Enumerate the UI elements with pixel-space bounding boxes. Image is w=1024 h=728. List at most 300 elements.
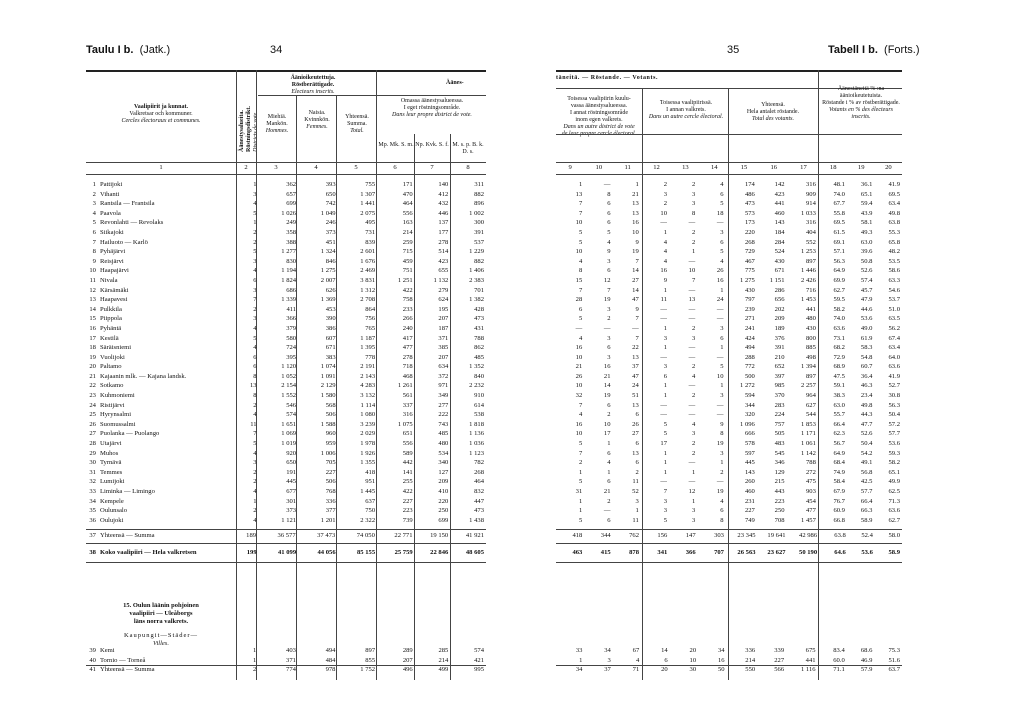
cell: 652 (774, 363, 785, 371)
cell: 63.0 (860, 238, 873, 246)
cell: 10 (89, 267, 96, 275)
cell: Vihanti (99, 190, 120, 198)
cell: 424 (744, 334, 755, 342)
right-city-table (556, 646, 902, 675)
cell: 39 (89, 647, 96, 654)
cell: 1 (663, 392, 667, 400)
cell: 58.9 (888, 549, 900, 556)
cell: 26 (575, 372, 583, 380)
column-number: 9 (568, 164, 572, 171)
cell: 59.5 (833, 296, 845, 304)
table-row (86, 429, 486, 439)
cell: 765 (365, 324, 376, 332)
cell: 58.6 (888, 267, 900, 275)
table-row (86, 497, 486, 507)
cell: 3 (253, 315, 257, 323)
cell: Paavola (99, 209, 121, 217)
cell: 1 752 (360, 666, 376, 674)
cell: 1 201 (320, 516, 336, 524)
cell: 58.1 (860, 219, 873, 227)
cell: 443 (774, 488, 785, 495)
cell: 55.3 (888, 228, 900, 236)
cell: 5 (663, 420, 667, 428)
cell: — (716, 315, 724, 323)
cell: Suomussalmi (99, 420, 136, 428)
table-row (556, 362, 902, 372)
cell: 1 352 (469, 363, 484, 371)
cell: 1 075 (397, 420, 413, 428)
cell: 137 (438, 219, 449, 227)
cell: 2 143 (360, 372, 376, 380)
cell: 2 257 (801, 382, 816, 390)
col-districts-header: Äänestysalueita. Röstningsdistrikt. Districts de vote. (239, 106, 259, 152)
cell: Ristijärvi (99, 401, 125, 409)
cell: 54.8 (860, 353, 873, 361)
cell: 2 (691, 440, 696, 448)
cell: 51.6 (888, 656, 900, 664)
cell: 29 (89, 449, 96, 457)
cell: 13 (688, 296, 696, 304)
cell: 202 (774, 305, 785, 313)
cell: 473 (744, 200, 755, 208)
table-row (86, 286, 486, 296)
cell: Lumijoki (99, 478, 125, 486)
cell: 5 (578, 228, 583, 236)
cell: 300 (474, 219, 484, 227)
cell: 246 (325, 219, 336, 227)
cell: 627 (805, 401, 816, 409)
cell: 473 (474, 315, 484, 323)
cell: 57.7 (860, 488, 873, 495)
table-row (556, 429, 902, 439)
cell: — (716, 411, 724, 419)
cell: 372 (438, 372, 449, 380)
cell: 50.8 (860, 257, 873, 265)
cell: 223 (402, 507, 413, 515)
cell: 485 (474, 353, 484, 361)
cell: 10 (575, 353, 583, 361)
cell: 568 (325, 401, 336, 409)
cell: 6 (720, 334, 724, 342)
cell: 75.3 (888, 647, 900, 654)
cell: 44 056 (317, 549, 336, 556)
cell: 464 (402, 200, 413, 208)
cell: 878 (629, 549, 639, 556)
cell: 1 275 (320, 267, 336, 275)
cell: 3 (720, 324, 724, 332)
cell: 10 (716, 372, 724, 380)
cell: 1 (253, 219, 257, 227)
cell: 47.5 (833, 372, 845, 380)
cell: 705 (325, 459, 336, 467)
cell: 3 (691, 430, 696, 438)
cell: 6 (607, 449, 611, 457)
cell: 63.8 (834, 532, 846, 539)
cell: 32 (89, 478, 96, 486)
cell: 442 (402, 459, 413, 467)
cell: 430 (774, 257, 785, 265)
cell: Yhteensä — Summa (99, 666, 155, 674)
table-row (556, 247, 902, 257)
cell: 2 (578, 459, 583, 467)
cell: 750 (365, 507, 376, 515)
cell: 1 (691, 248, 696, 256)
cell: 26 (716, 267, 724, 275)
cell: 1 277 (281, 248, 297, 256)
cell: — (688, 401, 696, 409)
table-row (556, 506, 902, 516)
cell: 358 (286, 228, 297, 236)
cell: 8 (253, 372, 257, 380)
cell: 13 (632, 401, 639, 409)
cell: Yhteensä — Summa (99, 532, 155, 539)
table-row (86, 199, 486, 209)
column-number: 15 (740, 164, 748, 171)
cell: 6 (607, 401, 611, 409)
cell: 418 (365, 468, 376, 476)
cell: 460 (774, 209, 785, 217)
cell: 1 091 (320, 372, 336, 380)
cell: 61.9 (860, 334, 873, 342)
cell: 48.1 (833, 181, 845, 188)
cell: 69.5 (833, 219, 845, 227)
cell: 422 (402, 286, 413, 294)
cell: 1 194 (281, 267, 297, 275)
cell: 656 (774, 296, 785, 304)
cell: 1 (92, 181, 96, 188)
table-row (86, 410, 486, 420)
cell: 485 (438, 430, 449, 438)
table-row (86, 401, 486, 411)
cell: 63.6 (888, 507, 900, 515)
cell: 55.7 (833, 411, 845, 419)
cell: 686 (286, 286, 297, 294)
cell: Kestilä (99, 334, 119, 342)
cell: 885 (805, 344, 816, 352)
cell: 788 (805, 459, 816, 467)
cell: 52.4 (861, 532, 873, 539)
cell: 63.6 (888, 363, 900, 371)
cell: 67.7 (833, 200, 845, 208)
cell: 1 (663, 459, 667, 467)
cell: 366 (685, 549, 696, 556)
table-row (86, 353, 486, 363)
cell: 903 (805, 488, 816, 495)
column-number: 16 (770, 164, 778, 171)
cell: 7 (578, 200, 583, 208)
cell: 7 (663, 488, 667, 495)
cell: 249 (286, 219, 297, 227)
col-own-district-header: Omassa äänestysalueessa. I eget röstningsområde. Dans leur propre district de vote. (392, 98, 472, 118)
cell: 63.8 (888, 219, 900, 227)
cell: 63.7 (888, 666, 900, 674)
cell: 370 (774, 392, 785, 400)
cell: 2 (253, 305, 257, 313)
cell: 762 (629, 532, 639, 539)
cell: 214 (402, 228, 413, 236)
cell: 57.7 (888, 430, 900, 438)
cell: 16 (575, 344, 583, 352)
table-row (86, 228, 486, 238)
table-row (556, 458, 902, 468)
table-row (556, 656, 902, 666)
cell: 283 (774, 401, 785, 409)
cell: 76.7 (833, 497, 845, 505)
cell: 500 (744, 372, 755, 380)
cell: 395 (286, 353, 297, 361)
cell: 544 (805, 411, 816, 419)
cell: 731 (365, 228, 376, 236)
cell: 71 (632, 666, 640, 674)
cell: 2 601 (360, 248, 376, 256)
cell: 141 (402, 468, 413, 476)
cell: 33 (575, 647, 583, 654)
cell: 3 (691, 190, 696, 198)
cell: 62.7 (833, 286, 845, 294)
cell: 701 (474, 286, 484, 294)
cell: — (660, 353, 667, 361)
cell: 5 (720, 248, 724, 256)
column-number: 12 (653, 164, 660, 171)
cell: 1 926 (360, 449, 376, 457)
cell: 34 (717, 647, 725, 654)
cell: 3 (92, 200, 96, 208)
cell: 724 (286, 344, 297, 352)
cell: Kemi (99, 647, 115, 654)
cell: 69.1 (833, 238, 845, 246)
cell: 3 (253, 459, 257, 467)
cell: 896 (474, 200, 484, 208)
cell: 743 (438, 420, 449, 428)
cell: 7 (578, 286, 583, 294)
cell: 1 369 (320, 296, 336, 304)
cell: 614 (474, 401, 484, 409)
column-number: 11 (624, 164, 631, 171)
cell: 403 (286, 647, 296, 654)
cell: 53.5 (888, 257, 900, 265)
cell: 4 (691, 372, 696, 380)
cell: 675 (805, 647, 816, 654)
cell: 830 (286, 257, 297, 265)
cell: 2 322 (360, 516, 376, 524)
table-row (556, 477, 902, 487)
cell: 1 036 (469, 440, 484, 448)
cell: 16 (717, 656, 725, 664)
cell: 349 (438, 392, 449, 400)
cell: 1 132 (433, 276, 449, 284)
cell: 56.7 (833, 440, 845, 448)
table-row (556, 228, 902, 238)
cell: 215 (774, 478, 785, 486)
cell: 4 (253, 488, 257, 495)
cell: 21 (603, 372, 611, 380)
cell: 494 (744, 344, 755, 352)
cell: Pattijoki (99, 181, 123, 188)
table-row (86, 218, 486, 228)
cell: 13 (249, 382, 257, 390)
cell: 44.6 (860, 305, 873, 313)
cell: 1 (607, 468, 611, 476)
cell: 127 (438, 468, 449, 476)
cell: 505 (774, 430, 785, 438)
cell: 578 (744, 440, 755, 448)
cell: 177 (438, 228, 449, 236)
cell: 23 345 (737, 532, 756, 539)
cell: 778 (365, 353, 376, 361)
cell: 142 (774, 181, 785, 188)
cell: 882 (474, 190, 484, 198)
cell: 337 (402, 401, 413, 409)
cell: 651 (402, 430, 413, 438)
cell: 1 312 (360, 286, 376, 294)
cell: 775 (744, 267, 755, 275)
cell: 550 (745, 666, 756, 674)
cell: 62.7 (888, 516, 900, 524)
cell: 266 (402, 315, 413, 323)
cell: 52.6 (860, 430, 873, 438)
cell: 445 (286, 478, 297, 486)
col-area-header: Vaalipiirit ja kunnat. Valkretsar och kommuner. Cercles électoraux et communes. (121, 104, 201, 124)
cell: 66.4 (833, 420, 845, 428)
cell: Nivala (99, 276, 118, 284)
cell: 5 (607, 228, 611, 236)
cell: 8 (720, 516, 724, 524)
cell: Tornio — Torneå (99, 656, 146, 664)
cell: 671 (325, 344, 336, 352)
cell: 768 (325, 488, 336, 495)
cell: 46.9 (860, 656, 873, 664)
table-row (86, 334, 486, 344)
cell: 10 (632, 228, 639, 236)
cell: 17 (660, 440, 667, 448)
cell: 67.4 (888, 334, 900, 342)
cell: 1 (663, 228, 667, 236)
cell: 1 052 (281, 372, 297, 380)
cell: 316 (402, 411, 413, 419)
cell: 11 (250, 420, 257, 428)
cell: 59.1 (833, 382, 845, 390)
cell: — (688, 353, 696, 361)
cell: 2 (691, 392, 696, 400)
cell: 2 191 (360, 363, 376, 371)
cell: 1 033 (801, 209, 816, 217)
cell: 3 (691, 516, 696, 524)
cell: 4 (578, 334, 583, 342)
cell: 34 (604, 647, 611, 654)
cell: 22 (89, 382, 96, 390)
cell: 52.6 (860, 267, 873, 275)
right-data-table (556, 180, 902, 525)
cell: 240 (402, 324, 413, 332)
cell: 421 (474, 656, 484, 664)
cell: — (716, 401, 724, 409)
cell: 268 (744, 238, 755, 246)
table-row (556, 372, 902, 382)
cell: 7 (578, 449, 583, 457)
cell: 5 (720, 363, 724, 371)
cell: 463 (572, 549, 583, 556)
cell: 59.4 (860, 200, 873, 208)
cell: 67.9 (833, 488, 845, 495)
cell: 3 (720, 392, 724, 400)
cell: Hailuoto — Karlö (99, 238, 148, 246)
cell: 19 (603, 296, 611, 304)
table-row (86, 266, 486, 276)
cell: 20 (689, 647, 697, 654)
cell: Muhos (99, 449, 119, 457)
cell: 4 (635, 656, 640, 664)
cell: 209 (774, 315, 785, 323)
cell: 30 (89, 459, 96, 467)
cell: 48 605 (465, 549, 484, 556)
cell: 524 (774, 248, 785, 256)
table-row (86, 247, 486, 257)
col-other-circle-header: Toisessa vaalipiirissä. I annan valkrets. Dans un autre cercle électoral. (648, 100, 724, 120)
cell: 22 771 (394, 532, 413, 539)
column-number: 20 (885, 164, 892, 171)
cell: 58.9 (860, 516, 873, 524)
cell: 19 (716, 488, 724, 495)
cell: 49.0 (860, 324, 873, 332)
cell: 53.7 (888, 296, 900, 304)
cell: 995 (474, 666, 484, 674)
cell: 418 (572, 532, 583, 539)
cell: 68.4 (833, 459, 845, 467)
cell: 57.4 (860, 276, 873, 284)
cell: 58.3 (860, 344, 873, 352)
cell: 59.3 (888, 449, 900, 457)
cell: 34 (89, 497, 96, 505)
cell: 15 (89, 315, 96, 323)
cell: 371 (286, 656, 296, 664)
table-row (86, 372, 486, 382)
cell: — (660, 305, 667, 313)
cell: 1 (253, 647, 257, 654)
cell: 288 (744, 353, 755, 361)
cell: 430 (805, 324, 816, 332)
cell: 16 (632, 219, 639, 227)
cell: 480 (438, 440, 449, 448)
cell: 477 (805, 507, 816, 515)
cell: 707 (714, 549, 724, 556)
cell: 3 (253, 286, 257, 294)
col-other-district-header: Toisessa vaalipiirin kuulu- vassa äänestysalueessa. I annat röstningsområde inom egen valkrets. Dans un autre district de vote de leur propre cercle électoral. (561, 96, 637, 137)
cell: 1 (720, 286, 724, 294)
cell: 428 (474, 305, 484, 313)
cell: 470 (402, 190, 413, 198)
column-number: 14 (710, 164, 718, 171)
cell: 589 (402, 449, 413, 457)
cell: 797 (744, 296, 755, 304)
cell: 1 (663, 468, 667, 476)
cell: 4 (663, 238, 667, 246)
table-row (556, 420, 902, 430)
cell: Pulkkila (99, 305, 122, 313)
cell: 4 (253, 324, 257, 332)
cell: Reisjärvi (99, 257, 124, 265)
column-number: 10 (595, 164, 603, 171)
cell: 56.2 (888, 324, 900, 332)
cell: 4 (607, 459, 611, 467)
cell: 189 (246, 532, 257, 539)
cell: 7 (635, 334, 639, 342)
cell: 9 (92, 257, 96, 265)
cell: 650 (325, 190, 336, 198)
group-header-eligible: Äänioikeutettuja. Röstberättigade. Electeurs inscrits. (290, 75, 336, 95)
cell: 573 (744, 209, 755, 217)
cell: 16 (716, 276, 724, 284)
table-row (556, 180, 902, 190)
